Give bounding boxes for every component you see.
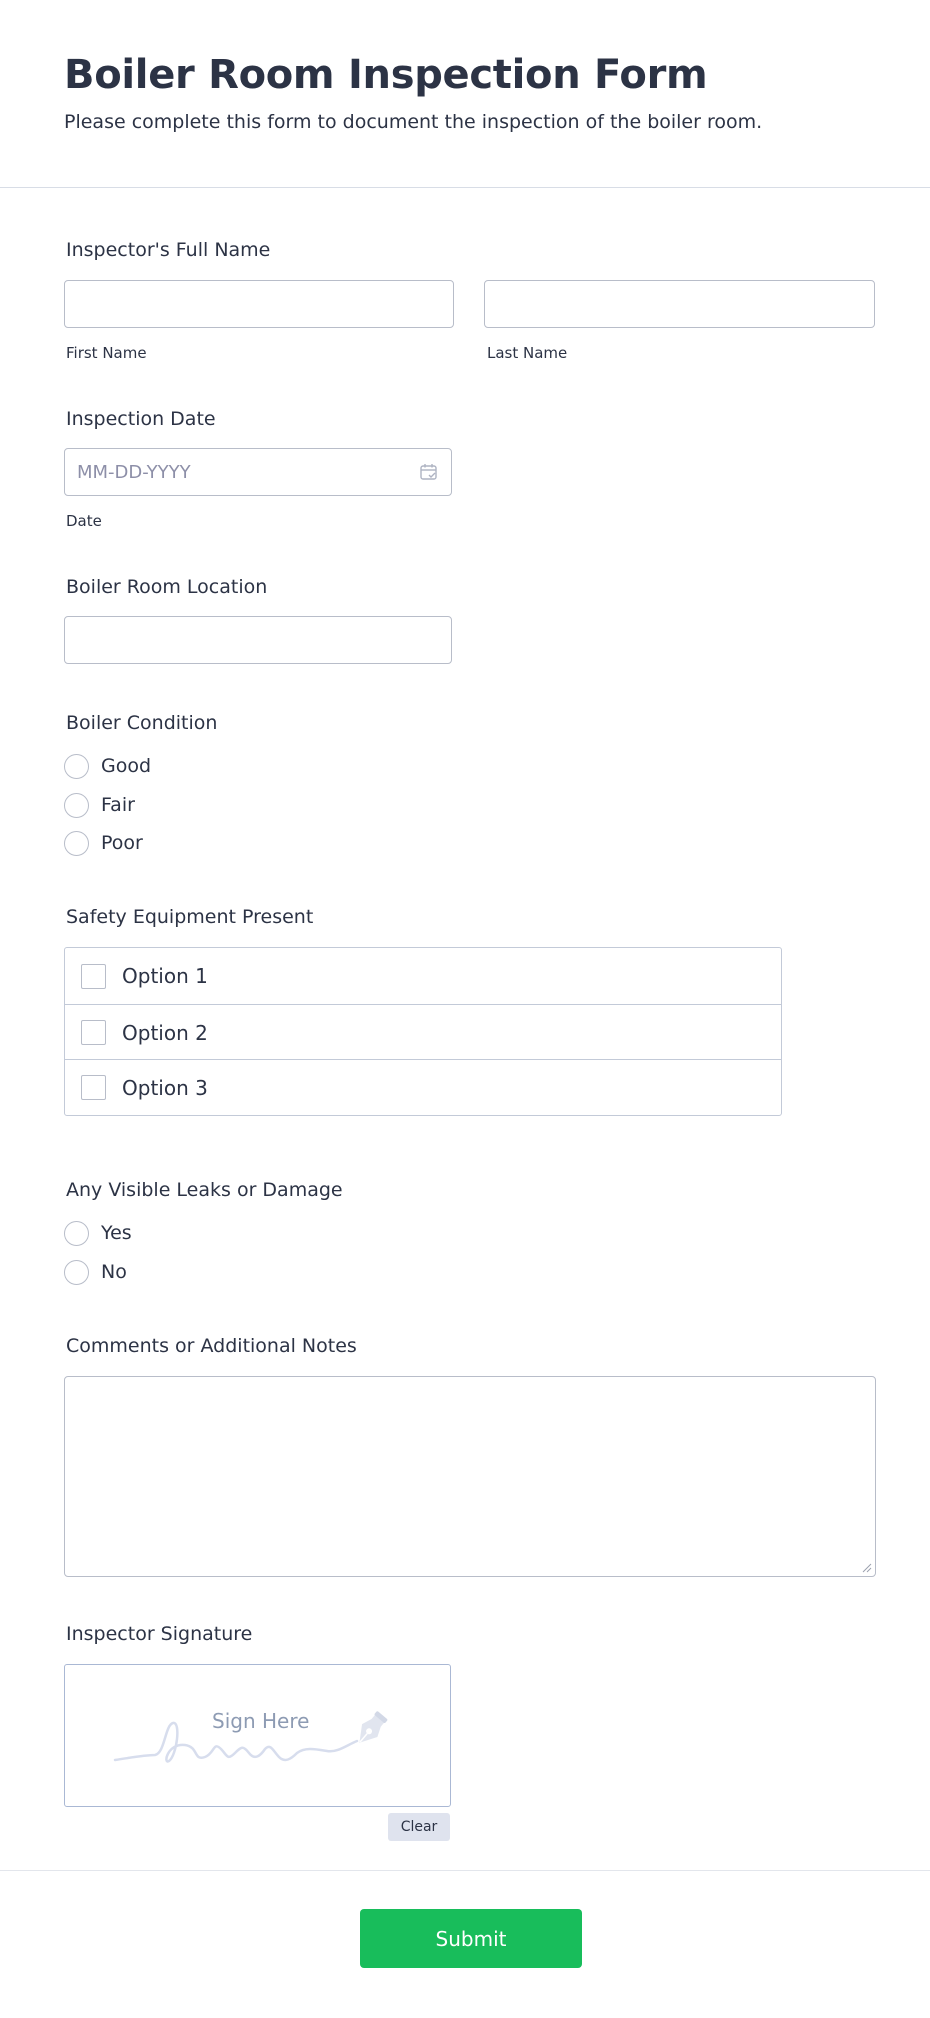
form-header <box>0 0 930 188</box>
radio-label: Poor <box>101 832 143 854</box>
calendar-icon[interactable] <box>419 462 439 482</box>
location-label: Boiler Room Location <box>66 576 268 598</box>
radio-label: Yes <box>101 1222 132 1244</box>
submit-button[interactable]: Submit <box>360 1909 582 1968</box>
signature-label: Inspector Signature <box>66 1623 253 1645</box>
radio-button[interactable] <box>64 831 89 856</box>
checkbox-label: Option 2 <box>122 1020 208 1045</box>
comments-label: Comments or Additional Notes <box>66 1335 357 1357</box>
date-input[interactable] <box>64 448 452 496</box>
last-name-sublabel: Last Name <box>487 344 568 362</box>
safety-equipment-options <box>64 947 782 1116</box>
checkbox[interactable] <box>81 1020 106 1045</box>
radio-option-good[interactable] <box>64 753 151 779</box>
radio-button[interactable] <box>64 1260 89 1285</box>
checkbox-label: Option 3 <box>122 1075 208 1100</box>
checkbox-option-3[interactable] <box>65 1059 781 1115</box>
signature-placeholder: Sign Here <box>212 1709 310 1733</box>
location-input[interactable] <box>64 616 452 664</box>
checkbox[interactable] <box>81 1075 106 1100</box>
pen-nib-icon <box>351 1709 391 1749</box>
radio-label: No <box>101 1261 127 1283</box>
radio-option-no[interactable] <box>64 1259 127 1285</box>
radio-option-yes[interactable] <box>64 1220 132 1246</box>
radio-label: Good <box>101 755 152 777</box>
radio-label: Fair <box>101 794 135 816</box>
signature-pad[interactable] <box>64 1664 451 1807</box>
inspector-name-label: Inspector's Full Name <box>66 239 271 261</box>
safety-equipment-label: Safety Equipment Present <box>66 906 314 928</box>
clear-signature-button[interactable]: Clear <box>388 1813 450 1841</box>
form-title: Boiler Room Inspection Form <box>64 52 708 98</box>
radio-option-fair[interactable] <box>64 792 135 818</box>
radio-button[interactable] <box>64 754 89 779</box>
first-name-sublabel: First Name <box>66 344 147 362</box>
form-subtitle: Please complete this form to document the inspection of the boiler room. <box>64 111 763 133</box>
radio-button[interactable] <box>64 793 89 818</box>
checkbox-label: Option 1 <box>122 964 208 988</box>
radio-button[interactable] <box>64 1221 89 1246</box>
checkbox[interactable] <box>81 964 106 989</box>
radio-option-poor[interactable] <box>64 830 143 856</box>
divider <box>0 1870 930 1871</box>
first-name-input[interactable] <box>64 280 454 328</box>
checkbox-option-1[interactable] <box>65 948 781 1004</box>
last-name-input[interactable] <box>484 280 875 328</box>
boiler-condition-label: Boiler Condition <box>66 712 218 734</box>
signature-squiggle <box>65 1665 452 1808</box>
date-sublabel: Date <box>66 512 102 530</box>
checkbox-option-2[interactable] <box>65 1004 781 1060</box>
inspection-date-label: Inspection Date <box>66 408 216 430</box>
comments-textarea[interactable] <box>64 1376 876 1577</box>
resize-handle-icon[interactable] <box>860 1561 872 1573</box>
leaks-label: Any Visible Leaks or Damage <box>66 1179 343 1201</box>
